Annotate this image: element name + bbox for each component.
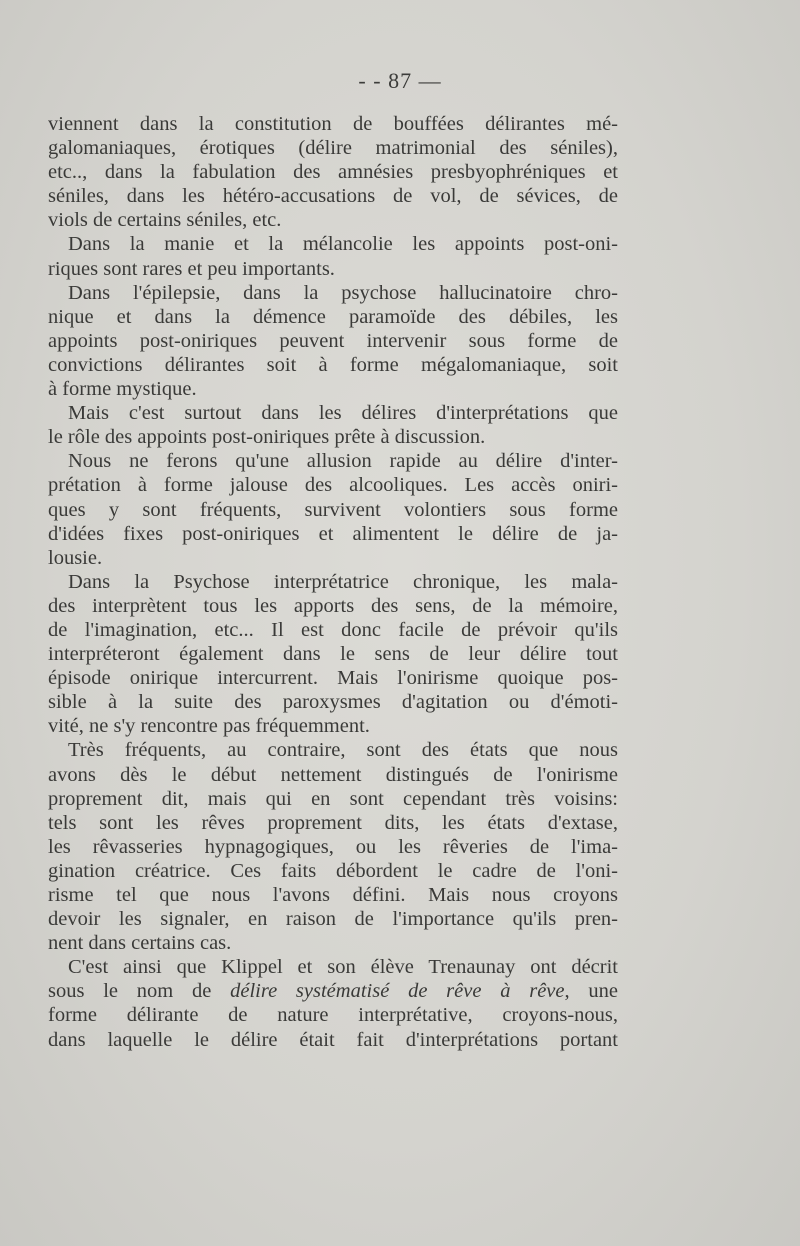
text-line: risme tel que nous l'avons défini. Mais nous croyons [48,884,618,906]
text-line: sible à la suite des paroxysmes d'agitation ou d'émoti- [48,691,618,714]
text-line: appoints post-oniriques peuvent intervenir sous forme de [48,329,618,352]
text-line: vité, ne s'y rencontre pas fréquemment. [48,715,370,738]
text-line: à forme mystique. [48,378,197,401]
text-line: tels sont les rêves proprement dits, les états d'extase, [48,811,618,834]
text-line: proprement dit, mais qui en sont cependant très voisins: [48,787,618,810]
text-line: séniles, dans les hétéro-accusations de vol, de sévices, de [48,185,618,208]
text-line: dans laquelle le délire était fait d'interprétations portant [48,1028,618,1051]
text-line: etc.., dans la fabulation des amnésies presbyophréniques et [48,161,618,184]
text-line: interpréteront également dans le sens de leur délire tout [48,643,618,666]
text-line: prétation à forme jalouse des alcooliques. Les accès oniri- [48,474,618,497]
text-line: Dans la manie et la mélancolie les appoints post-oni- [68,233,618,256]
text-line: des interprètent tous les apports des sens, de la mémoire, [48,594,618,617]
text-line: lousie. [48,546,103,569]
text-line: nique et dans la démence paramoïde des débiles, les [48,305,618,328]
text-line: les rêvasseries hypnagogiques, ou les rêveries de l'ima- [48,835,618,858]
italic-title: délire systématisé de rêve à rêve [230,980,565,1003]
text-line: nent dans certains cas. [48,932,232,955]
text-line: galomaniaques, érotiques (délire matrimonial des séniles), [48,137,618,160]
text-line: le rôle des appoints post-oniriques prête à discussion. [48,426,486,449]
text-segment: sous le nom de [48,980,231,1003]
text-line: gination créatrice. Ces faits débordent le cadre de l'oni- [48,859,618,882]
text-line: Dans la Psychose interprétatrice chronique, les mala- [68,570,618,593]
text-line: épisode onirique intercurrent. Mais l'onirisme quoique pos- [48,667,618,690]
text-segment: , une [564,980,619,1003]
text-line: Mais c'est surtout dans les délires d'interprétations que [68,402,618,425]
text-line: convictions délirantes soit à forme mégalomaniaque, soit [48,353,618,376]
text-line: avons dès le début nettement distingués de l'onirisme [48,763,618,786]
text-line: viols de certains séniles, etc. [48,209,282,232]
text-line: d'idées fixes post-oniriques et alimentent le délire de ja- [48,522,618,545]
text-line [48,979,618,1003]
text-line: forme délirante de nature interprétative, croyons-nous, [48,1004,618,1027]
text-line: C'est ainsi que Klippel et son élève Trenaunay ont décrit [68,956,618,979]
text-line: ques y sont fréquents, survivent volontiers sous forme [48,498,618,521]
text-line: de l'imagination, etc... Il est donc facile de prévoir qu'ils [48,618,618,641]
text-line: Très fréquents, au contraire, sont des états que nous [68,739,618,762]
text-line: devoir les signaler, en raison de l'importance qu'ils pren- [48,908,618,931]
page-number: - - 87 — [358,68,442,93]
body-text [48,112,618,1052]
text-line: Nous ne ferons qu'une allusion rapide au délire d'inter- [68,450,618,473]
text-line: Dans l'épilepsie, dans la psychose hallucinatoire chro- [68,281,618,304]
text-line: riques sont rares et peu importants. [48,257,335,280]
text-line: viennent dans la constitution de bouffées délirantes mé- [48,113,618,135]
